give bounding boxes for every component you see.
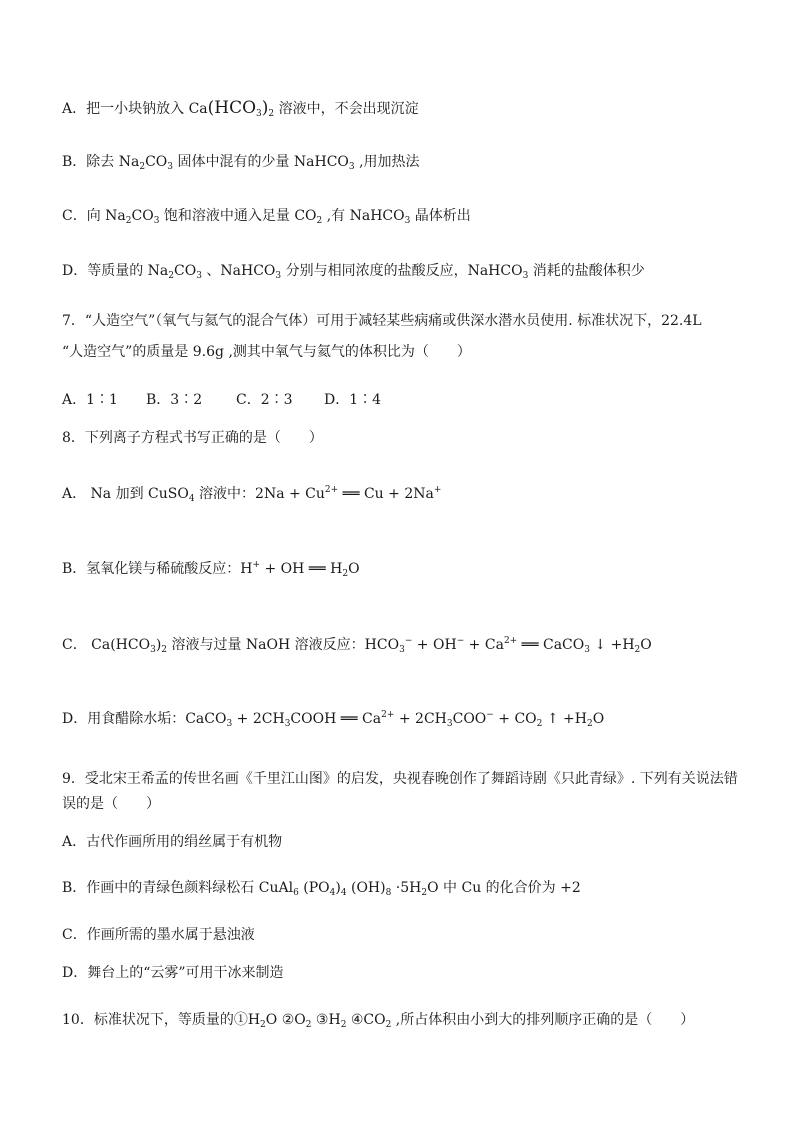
q9-option-a: A．古代作画所用的绢丝属于有机物 (62, 834, 283, 850)
q8-option-c: C． $Ca(HCO_3)_2$ 溶液与过量 NaOH 溶液反应：$HCO_3^- + OH^- + Ca^{2+}$ ══ CaCO$_3$ ↓ $+H_2O$ (62, 636, 652, 655)
q9-stem-line-2: 误的是（ ） (62, 796, 160, 812)
q8-stem: 8．下列离子方程式书写正确的是（ ） (62, 430, 323, 446)
q7-option-a: A．1∶1 (62, 392, 118, 408)
q7-option-b: B．3∶2 (146, 392, 203, 408)
q10-stem: 10．标准状况下，等质量的$①H_2O$ $②O_2$ $③H_2$ $④CO_2$ ,所占体积由小到大的排列顺序正确的是（ ） (62, 1012, 695, 1030)
q9-option-d: D．舞台上的“云雾”可用干冰来制造 (62, 965, 284, 981)
q9-option-c: C．作画所需的墨水属于悬浊液 (62, 927, 255, 943)
q6-option-a: A．把一小块钠放入 $Ca(HCO_3)_2$ 溶液中，不会出现沉淀 (62, 98, 419, 119)
q7-stem-line-1: 7．“人造空气”（氧气与氦气的混合气体）可用于减轻某些病痛或供深水潜水员使用. 标准状况下，22.4L (62, 313, 702, 329)
q9-option-b: B．作画中的青绿色颜料绿松石 CuAl$_6$ $(PO_4)_4$ $(OH)_8 \cdot 5H_2O$ 中 Cu 的化合价为 +2 (62, 880, 581, 898)
q8-option-a: A． Na 加到 CuSO$_4$ 溶液中：$2Na + Cu^{2+}$ ══ Cu + 2Na+ (62, 485, 442, 504)
q6-option-b: B．除去 $Na_2CO_3$ 固体中混有的少量 NaHCO$_3$ ,用加热法 (62, 154, 420, 172)
q7-options (62, 389, 734, 411)
q8-option-b: B．氢氧化镁与稀硫酸反应：H+ + OH ══ $H_2O$ (62, 560, 360, 579)
q7-stem-line-2: “人造空气”的质量是 9.6g ,测其中氧气与氦气的体积比为（ ） (62, 344, 471, 360)
q7-option-d: D．1∶4 (324, 392, 382, 408)
q9-stem-line-1: 9．受北宋王希孟的传世名画《千里江山图》的启发，央视春晚创作了舞蹈诗剧《只此青绿》. 下列有关说法错 (62, 771, 738, 787)
q7-option-c: C．2∶3 (236, 392, 293, 408)
q8-option-d: D．用食醋除水垢：CaCO$_3$ + $2CH_3COOH$ ══ $Ca^{2+} + 2CH_3COO^- + CO_2$ ↑ $+H_2O$ (62, 710, 605, 729)
q6-option-c: C．向 $Na_2CO_3$ 饱和溶液中通入足量 $CO_2$ ,有 NaHCO$_3$ 晶体析出 (62, 208, 471, 226)
q6-option-d: D．等质量的 $Na_2CO_3$ 、NaHCO$_3$ 分别与相同浓度的盐酸反应，NaHCO$_3$ 消耗的盐酸体积少 (62, 263, 645, 281)
